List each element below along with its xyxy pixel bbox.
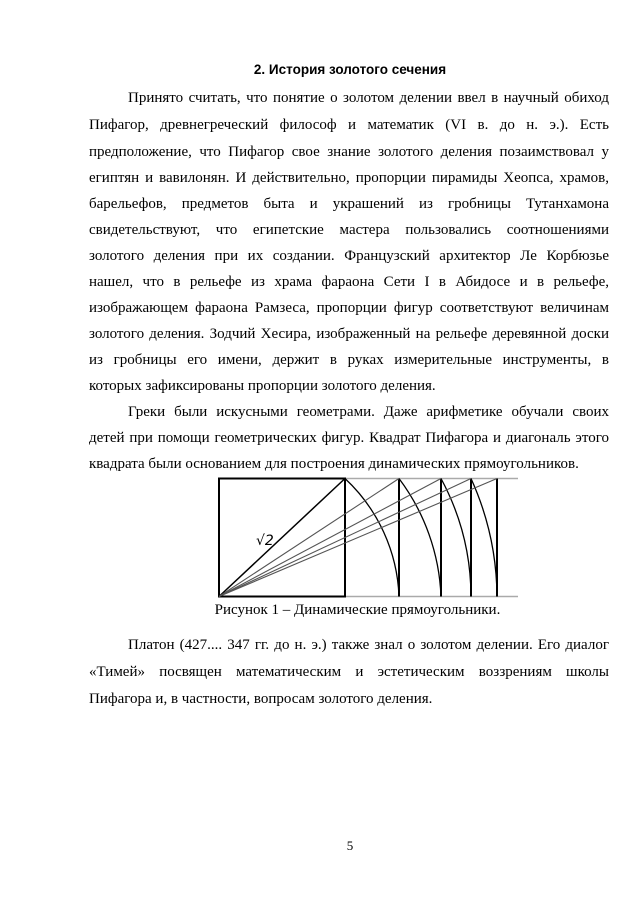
paragraph-3-line-1: Платон (427.... 347 гг. до н. э.) также знал о золотом делении. Его диалог	[128, 637, 609, 653]
sqrt-two-label: √2	[256, 533, 274, 549]
paragraph-1-line-2: Пифагор, древнегреческий философ и математик (VI в. до н. э.). Есть	[89, 117, 609, 133]
arc-2	[399, 479, 441, 597]
diagonal-2	[219, 479, 399, 597]
paragraph-1-line-6: свидетельствуют, что египетские мастера пользовались соотношениями	[89, 222, 609, 238]
paragraph-1-line-10: золотого деления. Зодчий Хесира, изображенный на рельефе деревянной доски	[89, 326, 609, 342]
paragraph-1-line-11: из гробницы его имени, держит в руках измерительные инструменты, в	[89, 352, 609, 368]
paragraph-1-line-1: Принято считать, что понятие о золотом делении ввел в научный обиход	[128, 90, 609, 106]
paragraph-1-line-3: предположение, что Пифагор свое знание золотого деления позаимствовал у	[89, 144, 609, 160]
paragraph-3-line-2: «Тимей» посвящен математическим и эстетическим воззрениям школы	[89, 664, 609, 680]
paragraph-1-line-12: которых зафиксированы пропорции золотого деления.	[89, 378, 436, 394]
diagonal-square	[219, 479, 345, 597]
paragraph-1-line-8: нашел, что в рельефе из храма фараона Сети I в Абидосе и в рельефе,	[89, 274, 609, 290]
diagonal-3	[219, 479, 441, 597]
paragraph-1-line-7: золотого деления при их создании. Французский архитектор Ле Корбюзье	[89, 248, 609, 264]
paragraph-2-line-1: Греки были искусными геометрами. Даже арифметике обучали своих	[128, 404, 609, 420]
paragraph-2-line-3: квадрата были основанием для построения динамических прямоугольников.	[89, 456, 579, 472]
figure-caption: Рисунок 1 – Динамические прямоугольники.	[214, 602, 501, 618]
paragraph-2-line-2: детей при помощи геометрических фигур. Квадрат Пифагора и диагональ этого	[89, 430, 609, 446]
page-number: 5	[346, 838, 354, 853]
section-heading: 2. История золотого сечения	[253, 62, 447, 77]
paragraph-1-line-5: барельефов, предметов быта и украшений из гробницы Тутанхамона	[89, 196, 609, 212]
dynamic-rectangles-figure	[218, 477, 520, 599]
paragraph-1-line-4: египтян и вавилонян. И действительно, пропорции пирамиды Хеопса, храмов,	[89, 170, 609, 186]
paragraph-1-line-9: изображающем фараона Рамзеса, пропорции фигур соответствуют величинам	[89, 300, 609, 316]
arc-4	[471, 479, 497, 597]
paragraph-3-line-3: Пифагора и, в частности, вопросам золотого деления.	[89, 691, 433, 707]
